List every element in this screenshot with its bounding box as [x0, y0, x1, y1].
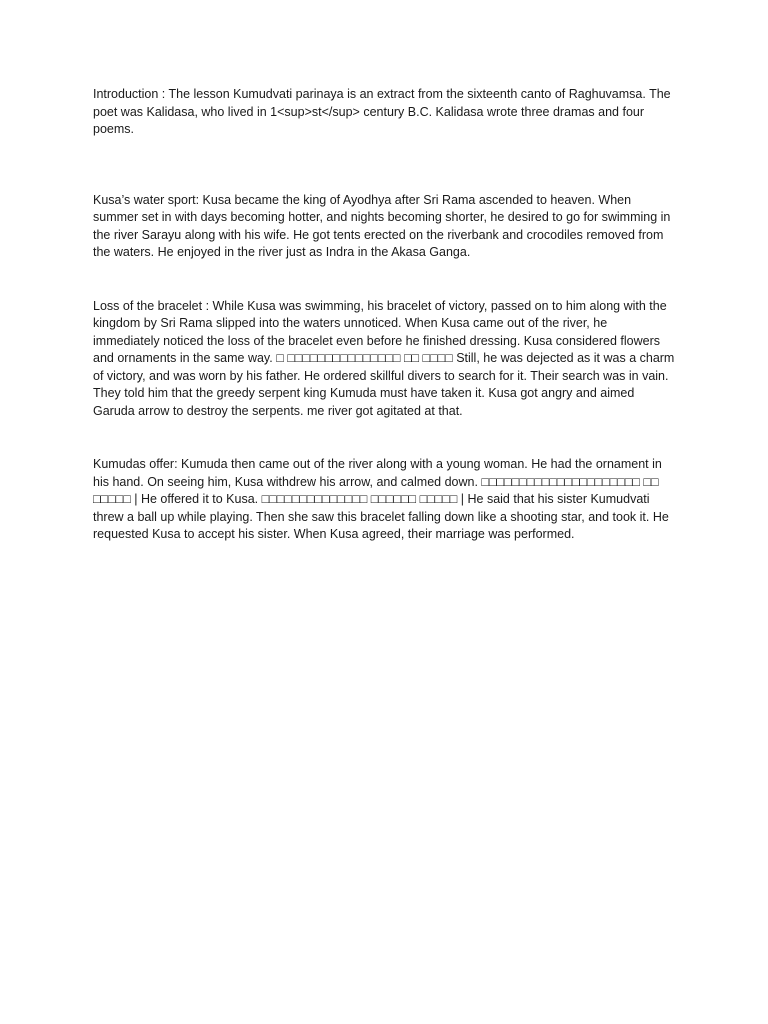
paragraph-spacer — [93, 420, 677, 456]
paragraph-introduction: Introduction : The lesson Kumudvati parinaya is an extract from the sixteenth canto of Raghuvamsa. The poet was Kalidasa, who lived in 1<sup>st</sup> century B.C. Kalidasa wrote three dramas and four poems. — [93, 87, 671, 136]
paragraph-kumudas-offer: Kumudas offer: Kumuda then came out of the river along with a young woman. He had the ornament in his hand. On seeing him, Kusa withdrew his arrow, and calmed down. □□□□□□□□□□□□□□□□□□□□□ □□ □□□□□ | He offered it to Kusa. □□□□□□□□□□□□□□ □□□□□□ □□□□□ | He said that his sister Kumudvati threw a ball up while playing. Then she saw this bracelet falling down like a shooting star, and took it. He requested Kusa to accept his sister. When Kusa agreed, their marriage was performed. — [93, 457, 669, 541]
paragraph-loss-of-bracelet: Loss of the bracelet : While Kusa was swimming, his bracelet of victory, passed on to him along with the kingdom by Sri Rama slipped into the waters unnoticed. When Kusa came out of the river, he immediately noticed the loss of the bracelet even before he finished dressing. Kusa considered flowers and ornaments in the same way. □ □□□□□□□□□□□□□□□ □□ □□□□ Still, he was dejected as it was a charm of victory, and was worn by his father. He ordered skillful divers to search for it. Their search was in vain. They told him that the greedy serpent king Kumuda must have taken it. Kusa got angry and aimed Garuda arrow to destroy the serpents. me river got agitated at that. — [93, 298, 675, 418]
paragraph-spacer — [93, 262, 677, 298]
paragraph-spacer — [93, 139, 677, 192]
paragraph-water-sport: Kusa’s water sport: Kusa became the king of Ayodhya after Sri Rama ascended to heaven. When summer set in with days becoming hotter, and nights becoming shorter, he desired to go for swimming in the river Sarayu along with his wife. He got tents erected on the riverbank and crocodiles removed from the waters. He enjoyed in the river just as Indra in the Akasa Ganga. — [93, 192, 671, 259]
document-page — [93, 86, 677, 544]
